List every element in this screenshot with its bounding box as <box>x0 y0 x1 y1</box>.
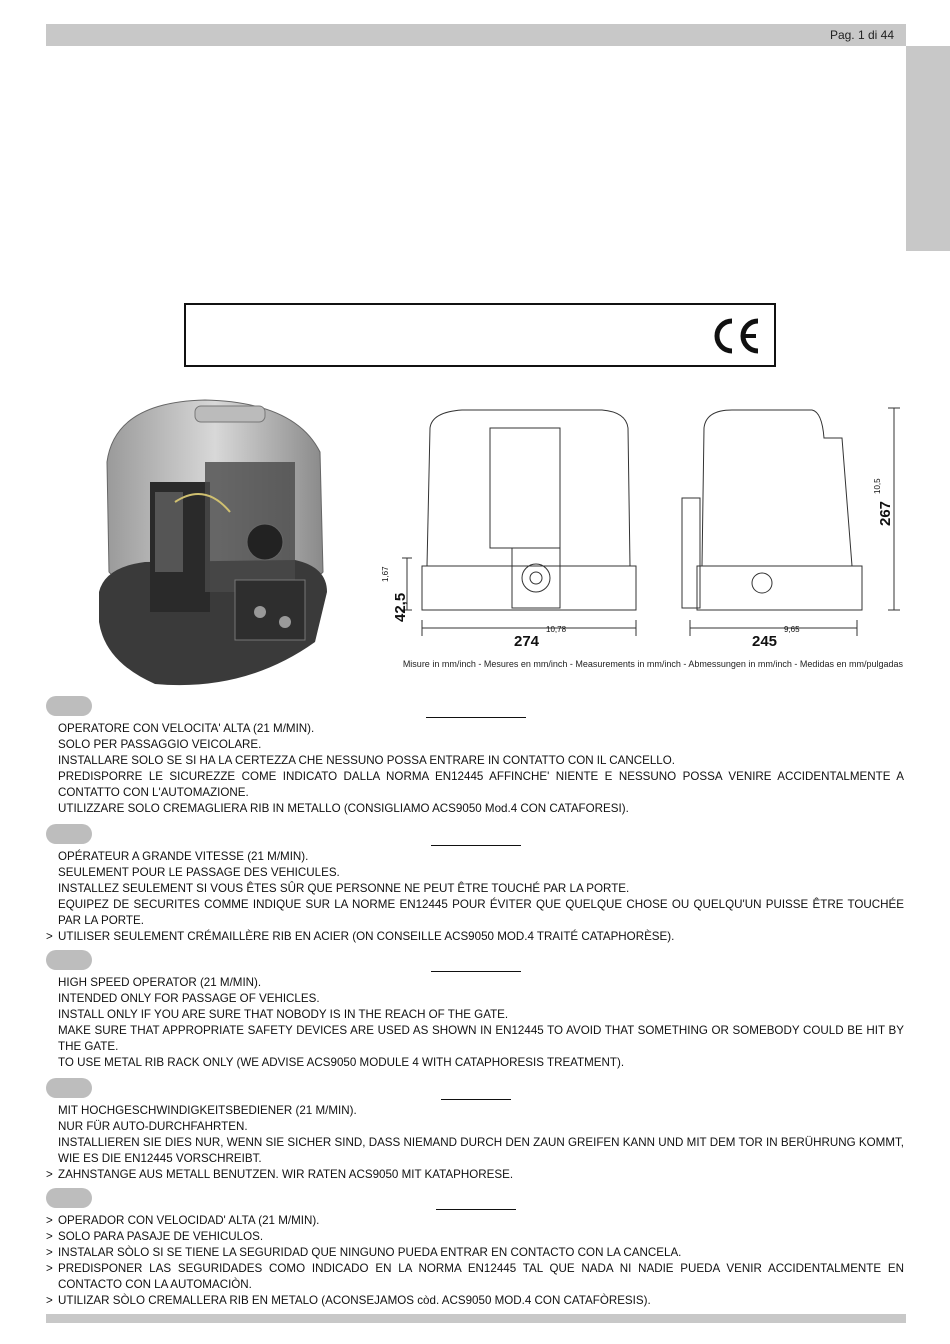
language-flag-icon <box>46 696 92 716</box>
list-item: TO USE METAL RIB RACK ONLY (WE ADVISE ACS9050 MODULE 4 WITH CATAPHORESIS TREATMENT). <box>58 1056 625 1069</box>
ce-mark-icon <box>710 315 764 357</box>
list-item: INSTALLIEREN SIE DIES NUR, WENN SIE SICHER SIND, DASS NIEMAND DURCH DEN ZAUN GREIFEN KANN UND MIT DEM TOR IN BERÜHRUNG KOMMT, WIE ES DIE EN12445 VORSCHREIBT. <box>58 1136 904 1165</box>
title-box <box>184 303 776 367</box>
list-item: UTILIZAR SÒLO CREMALLERA RIB EN METALO (ACONSEJAMOS còd. ACS9050 MOD.4 CON CATAFÒRESIS). <box>58 1294 651 1307</box>
list-item: OPERATORE CON VELOCITA' ALTA (21 M/MIN). <box>58 722 315 735</box>
dim-tall-in: 10,5 <box>873 478 882 494</box>
list-item: SEULEMENT POUR LE PASSAGE DES VEHICULES. <box>58 866 340 879</box>
language-flag-icon <box>46 824 92 844</box>
dim-front-width: 274 <box>514 633 540 650</box>
list-item: OPÉRATEUR A GRANDE VITESSE (21 M/MIN). <box>58 850 309 863</box>
figure-caption: Misure in mm/inch - Mesures en mm/inch - Measurements in mm/inch - Abmessungen in mm/inch - Medidas en mm/pulgadas <box>402 659 903 669</box>
language-flag-icon <box>46 1188 92 1208</box>
dim-side-width-in: 9,65 <box>784 625 800 634</box>
list-item: INSTALLEZ SEULEMENT SI VOUS ÊTES SÛR QUE PERSONNE NE PEUT ÊTRE TOUCHÉ PAR LA PORTE. <box>58 882 630 895</box>
list-item: INSTALL ONLY IF YOU ARE SURE THAT NOBODY IS IN THE REACH OF THE GATE. <box>58 1008 509 1021</box>
list-item: SOLO PARA PASAJE DE VEHICULOS. <box>58 1230 264 1243</box>
list-item: INSTALAR SÒLO SI SE TIENE LA SEGURIDAD QUE NINGUNO PUEDA ENTRAR EN CONTACTO CON LA CANCELA. <box>58 1246 682 1259</box>
list-item: EQUIPEZ DE SECURITES COMME INDIQUE SUR LA NORME EN12445 POUR ÉVITER QUE QUELQUE CHOSE OU QUELQU'UN PUISSE ÊTRE TOUCHÉE PAR LA PORTE. <box>58 898 904 927</box>
section-body <box>46 721 904 817</box>
list-item: HIGH SPEED OPERATOR (21 M/MIN). <box>58 976 262 989</box>
page-number: Pag. 1 di 44 <box>829 28 894 42</box>
list-item: SOLO PER PASSAGGIO VEICOLARE. <box>58 738 262 751</box>
list-item: INTENDED ONLY FOR PASSAGE OF VEHICLES. <box>58 992 320 1005</box>
section-body <box>46 975 904 1071</box>
product-photo <box>95 392 335 688</box>
list-item: ZAHNSTANGE AUS METALL BENUTZEN. WIR RATEN ACS9050 MIT KATAPHORESE. <box>58 1168 514 1181</box>
section-body: > OPERADOR CON VELOCIDAD' ALTA (21 M/MIN). > SOLO PARA PASAJE DE VEHICULOS. > INSTALAR SÒLO SI SE TIENE LA SEGURIDAD QUE NINGUNO PUEDA ENTRAR EN CONTACTO CON LA CANCELA. > PREDISPONER LAS SEGURIDADES COMO INDICADO EN LA NORMA EN12445 TAL QUE NADA NI NADIE PUEDA VENIR ACCIDENTALMENTE EN CONTACTO CON LA AUTOMACIÒN. > UTILIZAR SÒLO CREMALLERA RIB EN METALO (ACONSEJAMOS còd. ACS9050 MOD.4 CON CATAFÒRESIS). <box>46 1214 904 1307</box>
language-flag-icon <box>46 1078 92 1098</box>
section-body: OPÉRATEUR A GRANDE VITESSE (21 M/MIN). SEULEMENT POUR LE PASSAGE DES VEHICULES. INSTALLEZ SEULEMENT SI VOUS ÊTES SÛR QUE PERSONNE NE PEUT ÊTRE TOUCHÉ PAR LA PORTE. EQUIPEZ DE SECURITES COMME INDIQUE SUR LA NORME EN12445 POUR ÉVITER QUE QUELQUE CHOSE OU QUELQU'UN PUISSE ÊTRE TOUCHÉE PAR LA PORTE. > UTILISER SEULEMENT CRÉMAILLÈRE RIB EN ACIER (ON CONSEILLE ACS9050 MOD.4 TRAITÉ CATAPHORÈSE). <box>46 850 904 943</box>
footer-bar <box>46 1314 906 1323</box>
dim-side-width: 245 <box>752 633 778 650</box>
dim-height: 42,5 <box>392 592 409 622</box>
dimension-drawing <box>372 398 908 656</box>
section-body: MIT HOCHGESCHWINDIGKEITSBEDIENER (21 M/MIN). NUR FÜR AUTO-DURCHFAHRTEN. INSTALLIEREN SIE DIES NUR, WENN SIE SICHER SIND, DASS NIEMAND DURCH DEN ZAUN GREIFEN KANN UND MIT DEM TOR IN BERÜHRUNG KOMMT, WIE ES DIE EN12445 VORSCHREIBT. > ZAHNSTANGE AUS METALL BENUTZEN. WIR RATEN ACS9050 MIT KATAPHORESE. <box>46 1104 904 1181</box>
list-item: MAKE SURE THAT APPROPRIATE SAFETY DEVICES ARE USED AS SHOWN IN EN12445 TO AVOID THAT SOMETHING OR SOMEBODY COULD BE HIT BY THE GATE. <box>58 1024 904 1053</box>
list-item: UTILISER SEULEMENT CRÉMAILLÈRE RIB EN ACIER (ON CONSEILLE ACS9050 MOD.4 TRAITÉ CATAPHORÈSE). <box>58 930 675 943</box>
side-tab <box>906 46 950 251</box>
list-item: PREDISPORRE LE SICUREZZE COME INDICATO DALLA NORMA EN12445 AFFINCHE' NIENTE E NESSUNO POSSA VENIRE ACCIDENTALMENTE A CONTATTO CON L'AUTOMAZIONE. <box>58 770 904 799</box>
list-item: UTILIZZARE SOLO CREMAGLIERA RIB IN METALLO (CONSIGLIAMO ACS9050 Mod.4 CON CATAFORESI). <box>58 802 629 815</box>
list-item: PREDISPONER LAS SEGURIDADES COMO INDICADO EN LA NORMA EN12445 TAL QUE NADA NI NADIE PUEDA VENIR ACCIDENTALMENTE EN CONTACTO CON LA AUTOMACIÒN. <box>58 1262 904 1291</box>
language-flag-icon <box>46 950 92 970</box>
list-item: MIT HOCHGESCHWINDIGKEITSBEDIENER (21 M/MIN). <box>58 1104 357 1117</box>
dim-front-width-in: 10,78 <box>546 625 567 634</box>
list-item: NUR FÜR AUTO-DURCHFAHRTEN. <box>58 1120 248 1133</box>
list-item: INSTALLARE SOLO SE SI HA LA CERTEZZA CHE NESSUNO POSSA ENTRARE IN CONTATTO CON IL CANCELLO. <box>58 754 675 767</box>
header-bar <box>46 24 906 46</box>
list-item: OPERADOR CON VELOCIDAD' ALTA (21 M/MIN). <box>58 1214 320 1227</box>
dim-tall: 267 <box>877 500 894 526</box>
dim-height-in: 1,67 <box>381 566 390 582</box>
